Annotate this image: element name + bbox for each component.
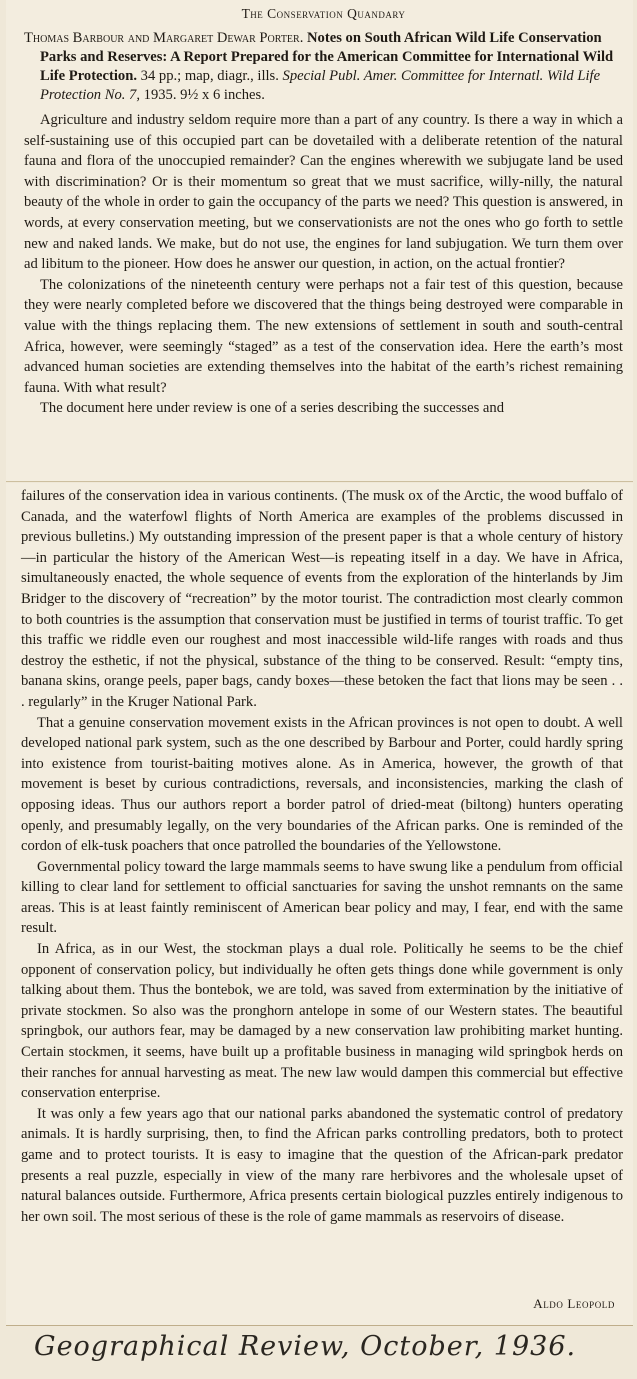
clipping-lower-piece bbox=[6, 483, 633, 1326]
citation-year-size: 1935. 9½ x 6 inches. bbox=[143, 87, 265, 103]
author-signature: Aldo Leopold bbox=[533, 1296, 615, 1311]
citation-series: Special Publ. Amer. Committee for Internatl. Wild Life Protection No. 7, bbox=[40, 68, 601, 103]
paragraph: Governmental policy toward the large mammals seems to have swung like a pendulum from official killing to clear land for settlement to official sanctuaries for saving the unshot remnants on the same areas. This is at least faintly reminiscent of American bear policy and may, I fear, end with the same result. bbox=[21, 858, 623, 937]
paragraph: The colonizations of the nineteenth century were perhaps not a fair test of this question, because they were nearly completed before we discovered that the things being destroyed were comparable in value with the things replacing them. The new extensions of settlement in south and south-central Africa, however, were seemingly “staged” as a test of the conservation idea. Here the earth’s most advanced human societies are extending themselves into the habitat of the earth’s richest remaining fauna. With what result? bbox=[24, 276, 623, 396]
paragraph: Agriculture and industry seldom require more than a part of any country. Is there a way in which a self-sustaining use of this occupied part can be dovetailed with a deliberate retention of the natural fauna and flora of the unoccupied remainder? Can the engines wherewith we subjugate land be used with discrimination? Or is their momentum so great that we must sacrifice, willy-nilly, the natural beauty of the whole in order to gain the occupancy of the parts we need? This question is answered, in words, at every conservation meeting, but we conservationists are not the ones who go forth to settle new and naked lands. We make, but do not use, the engines for land subjugation. We turn them over ad libitum to the pioneer. How does he answer our question, in action, on the actual frontier? bbox=[24, 112, 623, 273]
running-head: The Conservation Quandary bbox=[241, 6, 406, 21]
review-citation bbox=[24, 29, 623, 105]
paragraph: The document here under review is one of a series describing the successes and bbox=[40, 400, 504, 417]
paragraph-continued: failures of the conservation idea in various continents. (The musk ox of the Arctic, the wood buffalo of Canada, and the waterfowl flights of North America are examples of the problems discussed in previous bulletins.) My outstanding impression of the present paper is that a whole century of history—in particular the history of the American West—is repeating itself in a day. We have in Africa, simultaneously enacted, the whole sequence of events from the exploration of the hinterlands by Jim Bridger to the discovery of “recreation” by the motor tourist. The contradiction most clearly common to both countries is the assumption that conservation must be justified in terms of tourist traffic. To get this traffic we riddle even our roughest and most inaccessible wild-life ranges with roads and thus destroy the esthetic, if not the physical, substance of the thing to be conserved. Result: “empty tins, banana skins, orange peels, paper bags, candy boxes—these betoken the fact that lions may be seen . . . regularly” in the Kruger National Park. bbox=[21, 488, 623, 710]
clipping-upper-piece bbox=[6, 0, 633, 482]
paragraph: In Africa, as in our West, the stockman plays a dual role. Politically he seems to be the chief opponent of conservation policy, but individually he often gets things done while government is only talking about them. Thus the bontebok, we are told, was saved from extermination by the initiative of private stockmen. So also was the pronghorn antelope in some of our Western states. The beautiful springbok, our authors fear, may be damaged by a new conservation law prohibiting market hunting. Certain stockmen, it seems, have built up a profitable business in managing wild springbok herds on their ranches for annual harvesting as meat. The new law would dampen this commercial but effective conservation enterprise. bbox=[21, 941, 623, 1102]
citation-title: Notes on South African Wild Life Conservation Parks and Reserves: A Report Prepared for the American Committee for International Wild Life Protection. bbox=[40, 30, 614, 84]
handwritten-source-note: Geographical Review, October, 1936. bbox=[34, 1331, 577, 1362]
citation-authors: Thomas Barbour and Margaret Dewar Porter. bbox=[24, 30, 304, 46]
paragraph: It was only a few years ago that our national parks abandoned the systematic control of predatory animals. It is hardly surprising, then, to find the African parks controlling predators, both to protect game and to protect tourists. It is easy to imagine that the question of the African-park predator presents a real puzzle, especially in view of the many rare herbivores and the wholesale upset of natural balances outside. Furthermore, Africa presents certain biological puzzles entirely indigenous to her own soil. The most serious of these is the role of game mammals as reservoirs of disease. bbox=[21, 1105, 623, 1225]
paragraph: That a genuine conservation movement exists in the African provinces is not open to doubt. A well developed national park system, such as the one described by Barbour and Porter, could hardly spring into existence from tourist-baiting motives alone. As in America, however, the growth of that movement is beset by curious contradictions, reversals, and inconsistencies, marking the clash of opposing ideas. Thus our authors report a border patrol of dried-meat (biltong) hunters operating openly, and presumably legally, on the very boundaries of the African parks. One is reminded of the cordon of elk-tusk poachers that once patrolled the boundaries of the Yellowstone. bbox=[21, 714, 623, 855]
citation-details: 34 pp.; map, diagr., ills. bbox=[140, 68, 279, 84]
